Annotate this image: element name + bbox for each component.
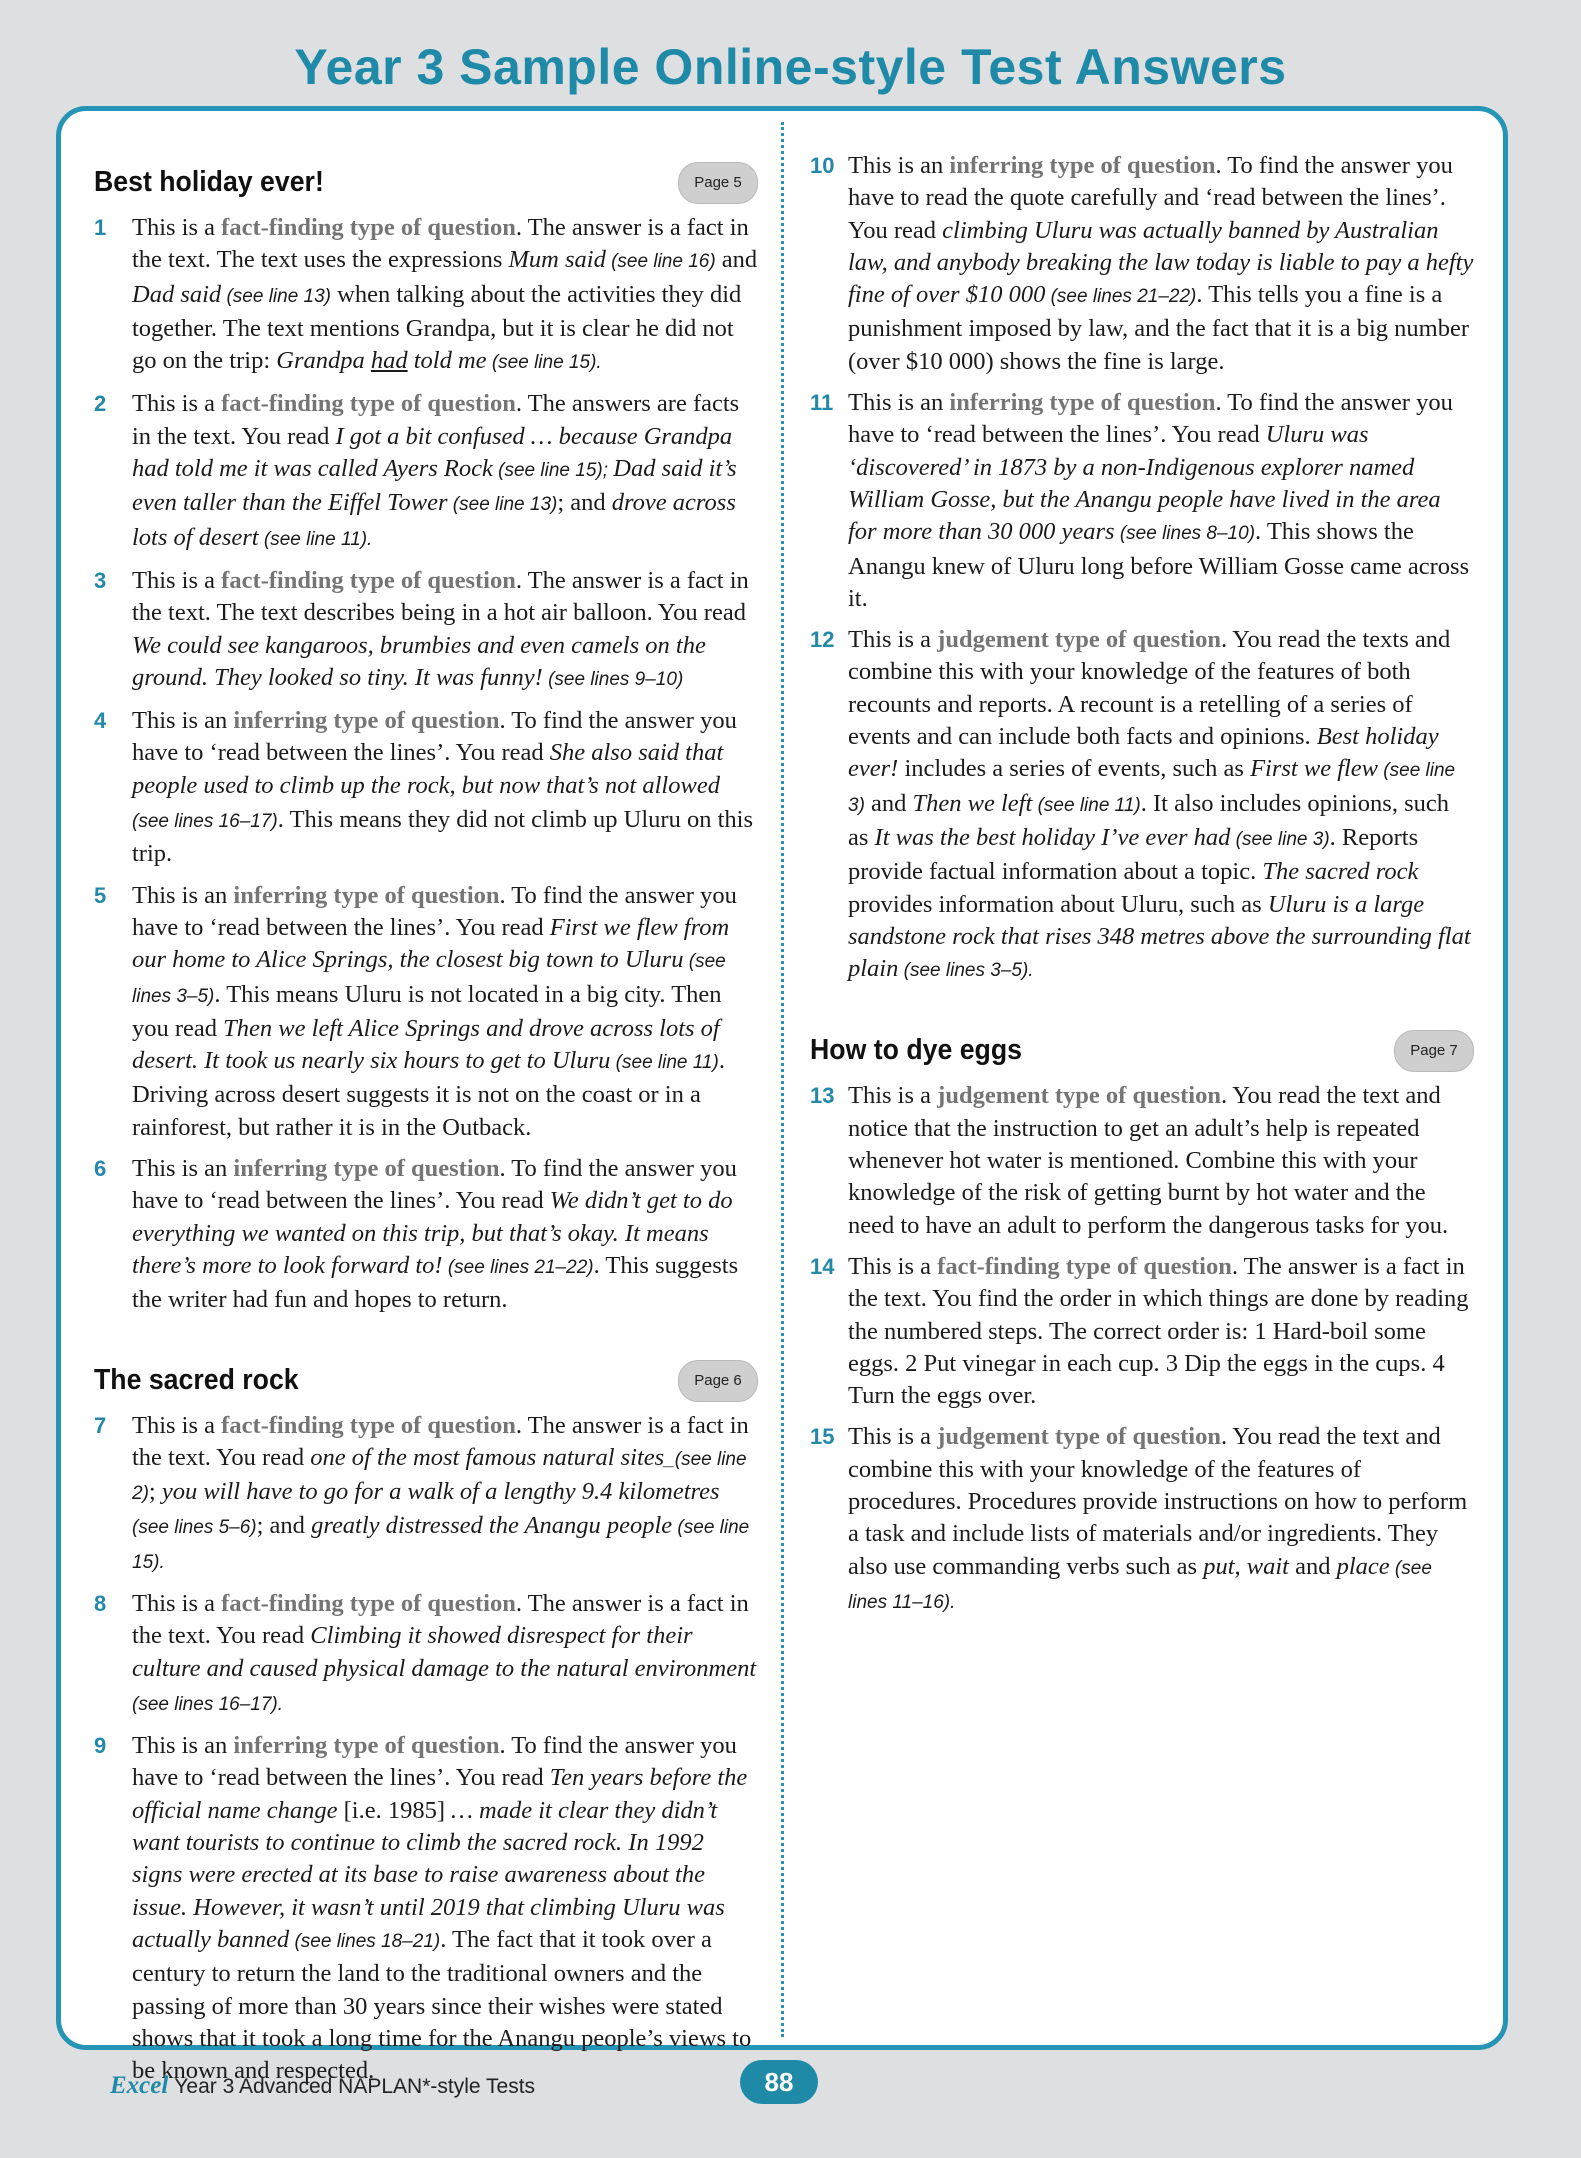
answer-text: . This tells you a fine is a punishment imposed by law, and the fact that it is a big number (over $10 000) shows the fine is large. — [848, 281, 1469, 375]
answer-text: . It also includes opinions, such as — [848, 789, 1449, 851]
line-ref: (see lines 21–22) — [442, 1256, 594, 1278]
line-ref: (see line 16) — [605, 251, 716, 273]
answer-text: . You read the text and notice that the instruction to get an adult’s help is repeated whenever hot water is mentioned. Combine this with your knowledge of the risk of getting burnt by hot water and the need to have an adult to perform the dangerous tasks for you. — [848, 1082, 1449, 1239]
answer-text: . To find the answer you have to ‘read between the lines’. You read — [132, 1732, 737, 1792]
answer-text: This is a — [132, 566, 222, 594]
line-ref: (see lines 9–10) — [542, 668, 684, 690]
answer-text: . To find the answer you have to read the quote carefully and ‘read between the lines’. You read — [848, 152, 1453, 244]
answer-text: . The answer is a fact in the text. You read — [132, 1589, 749, 1650]
line-ref: (see line 3) — [1230, 828, 1330, 850]
line-ref: (see lines 18–21) — [289, 1930, 441, 1952]
answer-item — [90, 388, 758, 555]
question-number: 10 — [810, 153, 835, 178]
question-type: inferring type of question — [949, 389, 1216, 417]
line-ref: (see lines 16–17) — [132, 811, 278, 833]
answer-text: . To find the answer you have to ‘read between the lines’. You read — [132, 881, 737, 941]
line-ref: (see line 11) — [610, 1052, 719, 1074]
quote: Then we left Alice Springs and drove across lots of desert. It took us nearly six hours to get to Uluru — [132, 1014, 720, 1075]
line-ref: (see lines 21–22) — [1045, 286, 1197, 308]
quote: Uluru was ‘discovered’ in 1873 by a non-Indigenous explorer named William Gosse, but the Anangu people have lived in the area for more than 30 000 years — [848, 421, 1441, 546]
quote: First we flew from our home to Alice Springs, the closest big town to Uluru — [132, 913, 730, 974]
section-title: Best holiday ever! — [94, 166, 324, 198]
quote: drove across lots of desert — [132, 489, 736, 551]
answer-text: This is a — [132, 214, 222, 241]
answer-text: . To find the answer you have to ‘read between the lines’. You read — [132, 707, 737, 767]
quote: you will have to go for a walk of a lengthy 9.4 kilometres — [161, 1478, 720, 1506]
answer-text: This is a — [132, 1589, 222, 1617]
answer-text: This is a — [132, 390, 222, 418]
question-number: 4 — [94, 708, 107, 734]
question-number: 9 — [94, 1733, 107, 1759]
quote: greatly distressed the Anangu people — [311, 1512, 673, 1540]
page-title: Year 3 Sample Online-style Test Answers — [294, 39, 1287, 95]
quote: … made it clear they didn’t want tourists to continue to climb the sacred rock. In 1992 signs were erected at its base to raise awareness about the issue. However, it wasn’t until 2019 that climbing Uluru was actually banned — [132, 1796, 725, 1953]
answer-item — [90, 212, 758, 379]
book-title: Year 3 Advanced NAPLAN*-style Tests — [174, 2075, 536, 2098]
line-ref: (see line 3) — [848, 760, 1456, 816]
section-header — [90, 1352, 758, 1410]
quote: We could see kangaroos, brumbies and even camels on the ground. They looked so tiny. It was funny! — [132, 631, 706, 691]
answer-item — [806, 1421, 1474, 1619]
question-type: inferring type of question — [233, 881, 500, 909]
line-ref: (see line 11) — [1032, 794, 1141, 816]
line-ref: _(see line 2) — [132, 1448, 747, 1505]
answer-item — [806, 1251, 1474, 1412]
answer-item — [90, 1588, 758, 1721]
quote: The sacred rock — [1262, 858, 1419, 886]
left-column — [90, 150, 758, 2096]
page-badge: Page 6 — [678, 1360, 758, 1402]
line-ref: (see lines 16–17). — [132, 1693, 284, 1715]
quote: one of the most famous natural sites — [310, 1443, 665, 1471]
question-number: 2 — [94, 391, 107, 417]
quote-underlined: had — [370, 347, 408, 375]
answer-text: . This means they did not climb up Uluru on this trip. — [132, 806, 753, 868]
section-title: The sacred rock — [94, 1363, 299, 1396]
answer-text: ; and — [256, 1512, 312, 1540]
quote: It was the best holiday I’ve ever had — [874, 823, 1231, 851]
question-number: 8 — [94, 1590, 107, 1616]
quote: Best holiday ever! — [848, 723, 1439, 783]
answer-text: . The answer is a fact in the text. The text describes being in a hot air balloon. You read — [132, 566, 749, 627]
answer-text: . This suggests the writer had fun and hopes to return. — [132, 1251, 739, 1314]
line-ref: (see line 11). — [258, 528, 373, 550]
line-ref: (see line 15). — [486, 352, 602, 374]
answer-text: and — [715, 246, 758, 274]
quote: Grandpa — [276, 347, 371, 375]
answer-text: . You read the texts and combine this with your knowledge of the features of both recounts and reports. A recount is a retelling of a series of events and can include both facts and opinions. — [848, 626, 1451, 751]
page-badge: Page 7 — [1394, 1030, 1474, 1072]
quote: Mum said — [508, 246, 606, 274]
quote: climbing Uluru was actually banned by Australian law, and anybody breaking the law today is liable to pay a hefty fine of over $10 000 — [848, 216, 1474, 309]
answer-item — [90, 1153, 758, 1316]
answer-text: . You read the text and combine this with your knowledge of the features of procedures. Procedures provide instructions on how to perform a task and include lists of materials and/or ingredients. They also use commanding verbs such as — [848, 1423, 1468, 1580]
answer-text: ; and — [557, 489, 612, 517]
line-ref: (see lines 11–16). — [848, 1557, 1432, 1613]
line-ref: (see line 15); — [492, 460, 614, 482]
page-number: 88 — [740, 2060, 818, 2104]
answer-text: . Driving across desert suggests it is not on the coast or in a rainforest, but rather it is in the Outback. — [132, 1047, 725, 1141]
question-type: judgement type of question — [937, 1082, 1221, 1110]
question-number: 12 — [810, 627, 835, 653]
quote: place — [1336, 1552, 1390, 1580]
line-ref: (see lines 8–10) — [1114, 523, 1256, 545]
line-ref: (see line 13) — [447, 494, 558, 516]
quote: Ten years before the official name change — [132, 1764, 748, 1824]
footer-book-title — [110, 2072, 535, 2100]
answer-item — [90, 1730, 758, 2087]
question-type: fact-finding type of question — [221, 1589, 516, 1617]
brand-logo: Excel — [110, 2072, 169, 2099]
page-badge: Page 5 — [678, 162, 758, 204]
question-type: inferring type of question — [233, 707, 500, 735]
quote: We didn’t get to do everything we wanted on this trip, but that’s okay. It means there’s more to look forward to! — [132, 1187, 733, 1279]
question-type: judgement type of question — [937, 626, 1221, 654]
quote: I got a bit confused … because Grandpa had told me it was called Ayers Rock — [132, 422, 733, 483]
answer-text: . Reports provide factual information about a topic. — [848, 823, 1419, 886]
answer-text: This is an — [132, 881, 234, 909]
answer-text: provides information about Uluru, such as — [848, 890, 1268, 918]
answer-text: This is a — [848, 626, 938, 654]
question-type: fact-finding type of question — [221, 214, 516, 241]
answer-text: This is an — [132, 1732, 234, 1760]
answer-text: This is a — [848, 1252, 938, 1280]
question-number: 13 — [810, 1083, 835, 1109]
answer-text: and — [864, 789, 913, 817]
question-type: fact-finding type of question — [221, 1411, 516, 1439]
quote: Uluru is a large sandstone rock that rises 348 metres above the surrounding flat plain — [848, 890, 1471, 983]
answer-text: . The answers are facts in the text. You read — [132, 390, 740, 450]
question-type: fact-finding type of question — [937, 1252, 1232, 1280]
quote: told me — [407, 347, 487, 375]
question-number: 14 — [810, 1253, 835, 1279]
section-header — [90, 154, 758, 212]
answer-text: . This shows the Anangu knew of Uluru long before William Gosse came across it. — [848, 518, 1470, 612]
answer-item — [90, 1410, 758, 1579]
answer-text: This is an — [132, 1155, 234, 1183]
answer-text: This is an — [132, 707, 234, 735]
question-number: 15 — [810, 1424, 835, 1450]
answer-item — [806, 1080, 1474, 1241]
answer-text: ; — [148, 1478, 162, 1506]
answer-item — [90, 565, 758, 696]
question-number: 5 — [94, 882, 107, 908]
line-ref: (see line 15). — [132, 1517, 750, 1573]
answer-text: includes a series of events, such as — [898, 755, 1251, 783]
question-number: 1 — [94, 215, 107, 240]
answer-text: . The answer is a fact in the text. You read — [132, 1411, 749, 1471]
column-divider — [781, 122, 784, 2037]
line-ref: (see lines 3–5) — [132, 951, 726, 1007]
section-header — [806, 1022, 1474, 1080]
answer-text: This is a — [132, 1411, 222, 1439]
question-number: 6 — [94, 1156, 107, 1182]
quote: She also said that people used to climb up the rock, but now that’s not allowed — [132, 739, 724, 799]
answer-text: This is an — [848, 389, 950, 417]
line-ref: (see lines 5–6) — [132, 1517, 257, 1539]
answer-text: . This means Uluru is not located in a big city. Then you read — [132, 980, 722, 1042]
answer-item — [90, 705, 758, 870]
answer-text: This is a — [848, 1082, 938, 1110]
answer-text: This is an — [848, 152, 950, 179]
section-title: How to dye eggs — [810, 1034, 1022, 1067]
answer-text: . To find the answer you have to ‘read between the lines’. You read — [132, 1155, 737, 1215]
question-type: judgement type of question — [937, 1423, 1221, 1451]
quote: Dad said — [132, 280, 222, 308]
question-number: 3 — [94, 567, 107, 593]
answer-item — [806, 624, 1474, 987]
line-ref: (see line 13) — [221, 285, 332, 307]
answer-item — [90, 880, 758, 1144]
question-type: fact-finding type of question — [221, 566, 516, 594]
quote: Dad said it’s even taller than the Eiffel Tower — [132, 455, 737, 517]
answer-item — [806, 150, 1474, 378]
answer-text: and — [1288, 1552, 1337, 1580]
answer-text: This is a — [848, 1423, 938, 1451]
line-ref: (see lines 3–5). — [898, 960, 1034, 982]
right-column-content — [806, 150, 1474, 1628]
quote: Climbing it showed disrespect for their culture and caused physical damage to the natural environment — [132, 1622, 757, 1682]
question-type: fact-finding type of question — [221, 390, 516, 418]
question-type: inferring type of question — [233, 1155, 500, 1183]
question-type: inferring type of question — [949, 152, 1216, 179]
answer-text: when talking about the activities they did together. The text mentions Grandpa, but it is clear he did not go on the trip: — [132, 280, 742, 375]
quote: Then we left — [912, 789, 1033, 817]
answer-item — [806, 387, 1474, 615]
question-type: inferring type of question — [233, 1732, 500, 1760]
answer-text: . The fact that it took over a century to return the land to the traditional owners and the passing of more than 30 years since their wishes were stated shows that it took a long time for the Anangu people’s views to be known and respected. — [132, 1925, 752, 2085]
question-number: 11 — [810, 390, 834, 416]
answer-text: [i.e. 1985] — [337, 1796, 452, 1824]
quote: put, wait — [1203, 1552, 1289, 1580]
quote: First we flew — [1250, 755, 1379, 783]
answer-text: . To find the answer you have to ‘read between the lines’. You read — [848, 389, 1453, 449]
answer-text: . The answer is a fact in the text. The text uses the expressions — [132, 214, 749, 274]
answer-text: . The answer is a fact in the text. You find the order in which things are done by reading the numbered steps. The correct order is: 1 Hard-boil some eggs. 2 Put vinegar in each cup. 3 Dip the eggs in the cups. 4 Turn the eggs over. — [848, 1252, 1469, 1410]
question-number: 7 — [94, 1412, 107, 1438]
